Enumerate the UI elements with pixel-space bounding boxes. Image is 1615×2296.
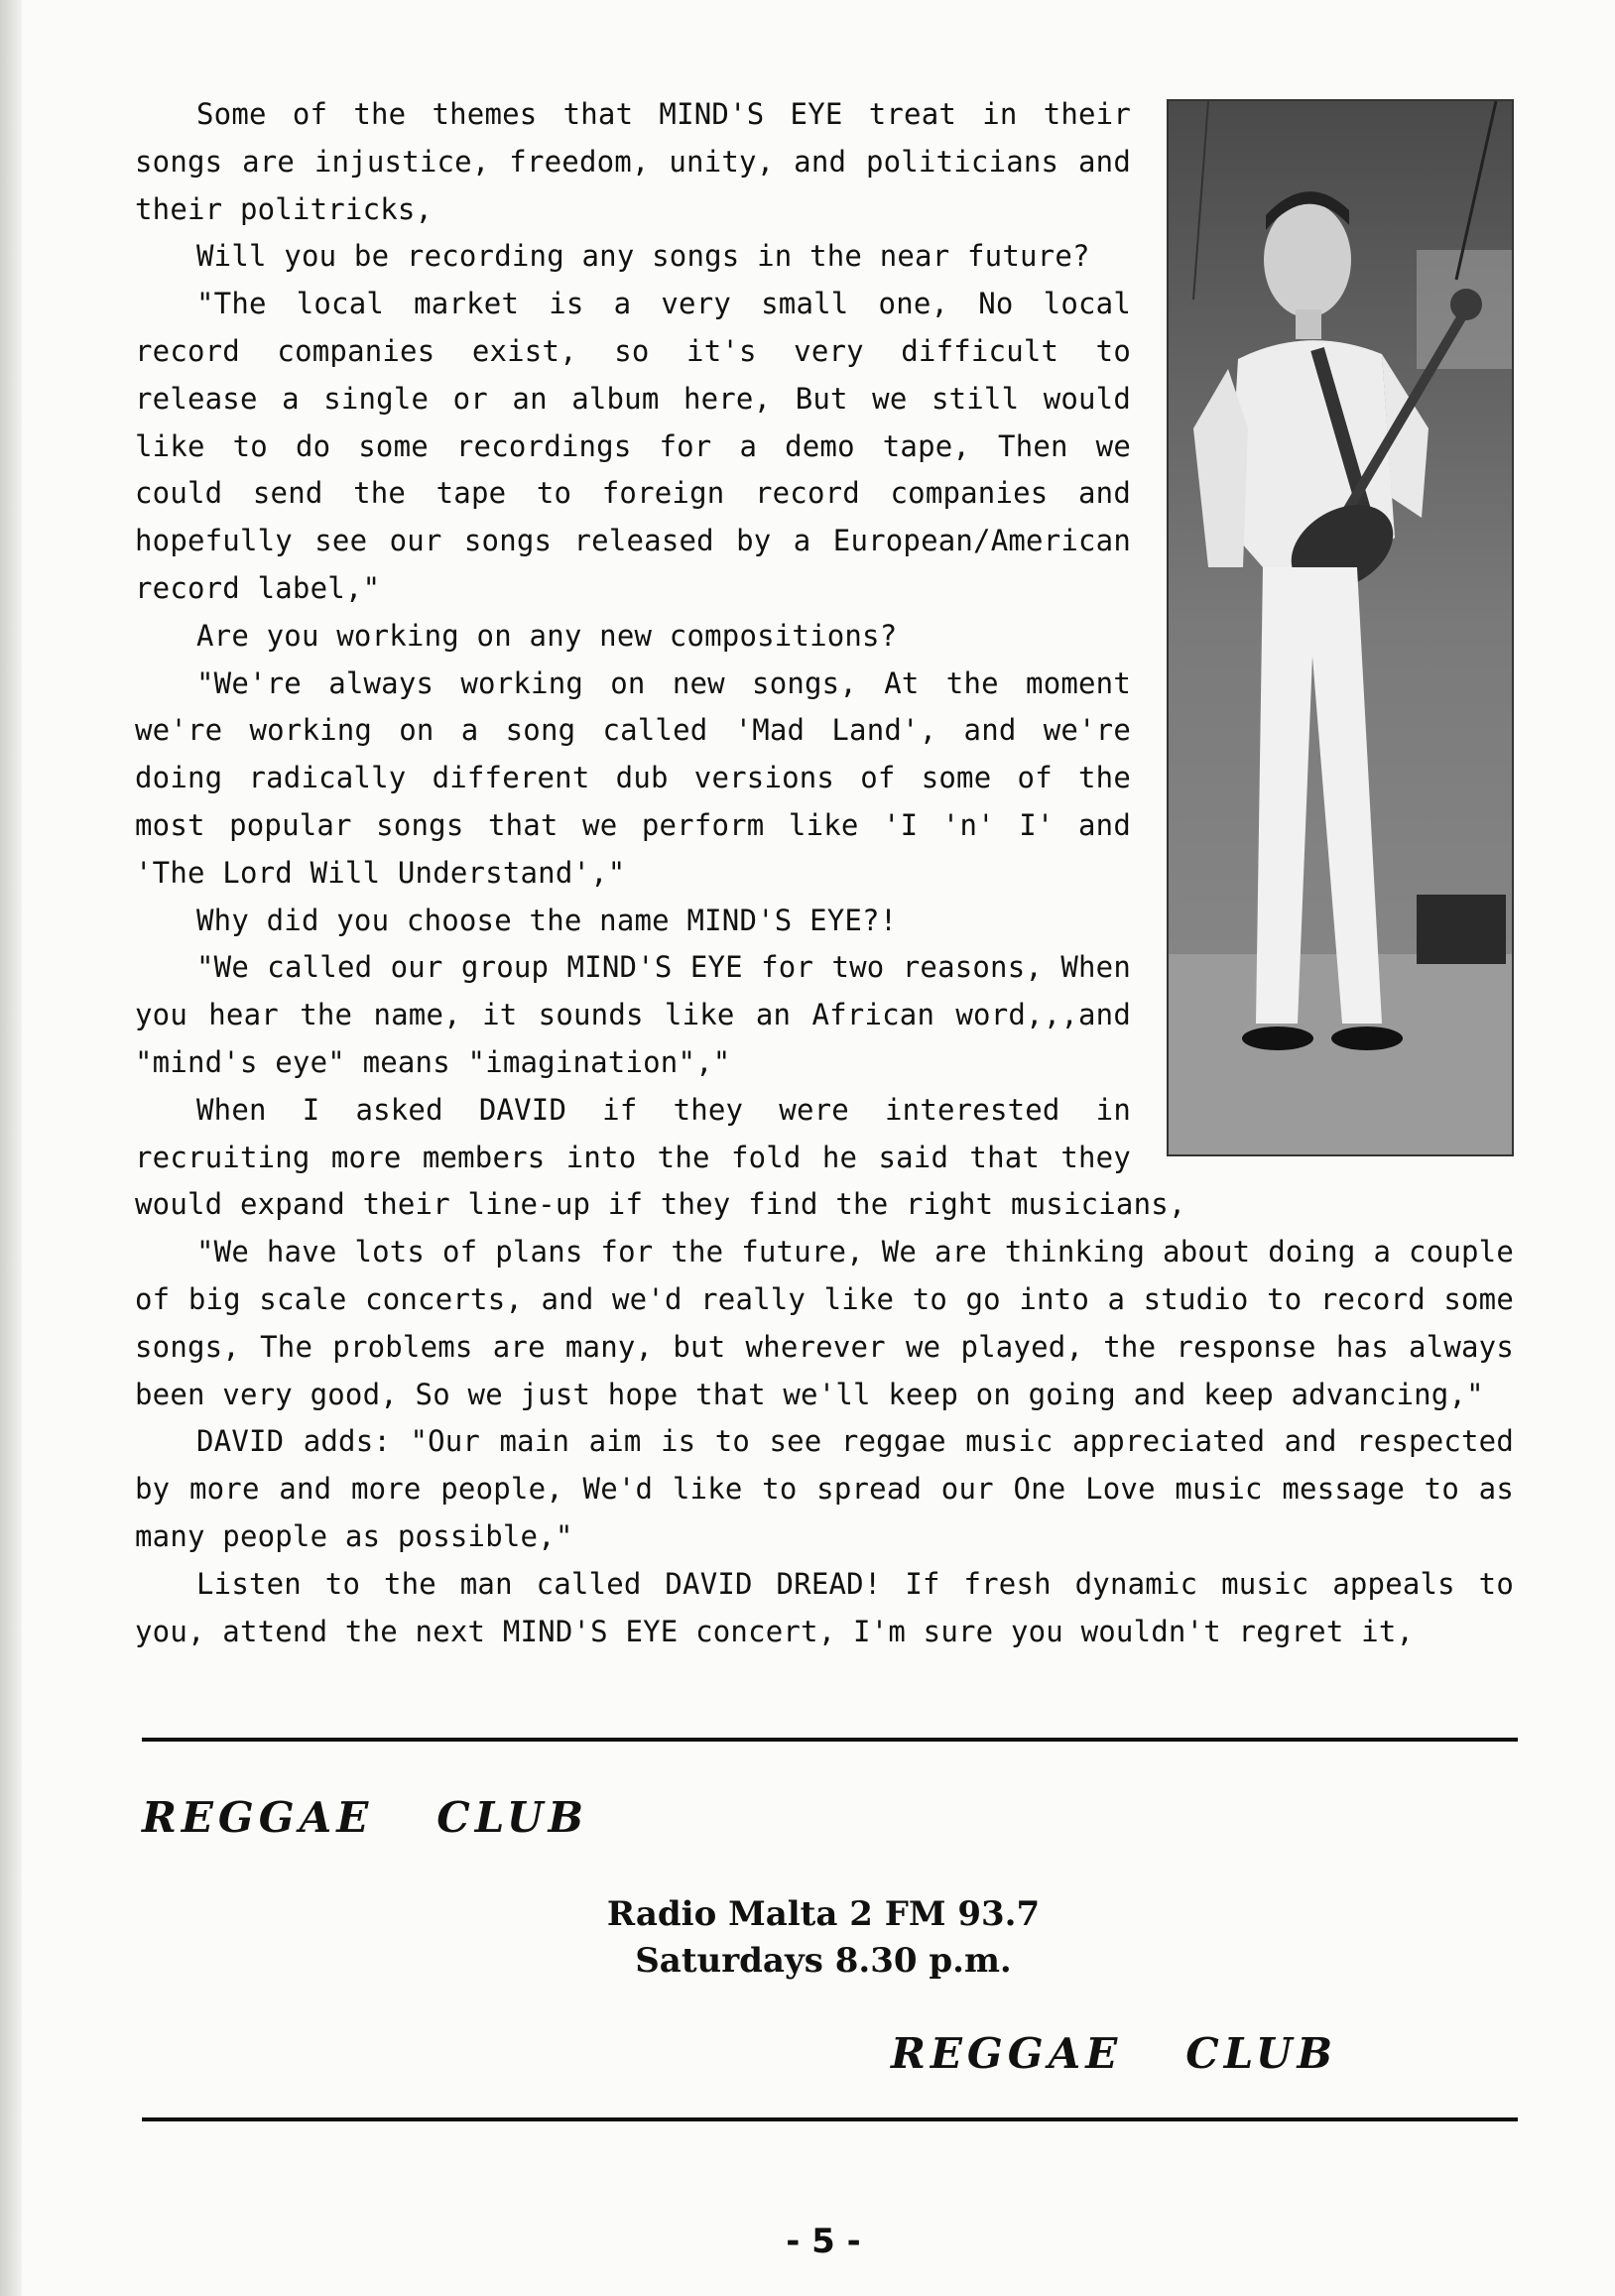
article-paragraph: DAVID adds: "Our main aim is to see reggae music appreciated and respected by more and more people, We'd like to spread our One Love music message to as many people as possible," — [135, 1424, 1514, 1553]
article-paragraph: "We have lots of plans for the future, We are thinking about doing a couple of big scale concerts, and we'd really like to go into a studio to record some songs, The problems are many, but wherever we played, the response has always been very good, So we just hope that we'll keep on going and keep advancing," — [135, 1235, 1514, 1411]
band-photo — [1167, 99, 1514, 1156]
article-paragraph: Listen to the man called DAVID DREAD! If fresh dynamic music appeals to you, attend the next MIND'S EYE concert, I'm sure you wouldn't regret it, — [135, 1566, 1514, 1648]
reggae-club-heading-repeat — [891, 2029, 1337, 2078]
club-word-reggae: REGGAE — [142, 1793, 374, 1842]
article-question: Why did you choose the name MIND'S EYE?! — [196, 903, 898, 937]
article — [135, 91, 1514, 1655]
guitarist-photo — [1169, 101, 1512, 1154]
reggae-club-heading — [142, 1793, 588, 1842]
article-paragraph: "The local market is a very small one, No local record companies exist, so it's very difficult to release a single or an album here, But we still would like to do some recordings for a demo tape, Then we could send the tape to foreign record companies and hopefully see our songs released by a European/American record label," — [135, 287, 1131, 605]
club-word-club: CLUB — [436, 1793, 589, 1842]
article-paragraph: Some of the themes that MIND'S EYE treat in their songs are injustice, freedom, unity, and politicians and their politricks, — [135, 97, 1131, 226]
article-paragraph: When I asked DAVID if they were interested in recruiting more members into the fold he said that they would expand their line-up if they find the right musicians, — [135, 1092, 1186, 1222]
article-paragraph: "We called our group MIND'S EYE for two reasons, When you hear the name, it sounds like an African word,,,and "mind's eye" means "imagination"," — [135, 950, 1131, 1079]
club-word-reggae: REGGAE — [891, 2029, 1123, 2078]
article-question: Are you working on any new compositions? — [196, 618, 898, 653]
article-paragraph: "We're always working on new songs, At the moment we're working on a song called 'Mad Land', and we're doing radically different dub versions of some of the most popular songs that we perform like 'I 'n' I' and 'The Lord Will Understand'," — [135, 665, 1131, 890]
page-gutter-shadow — [0, 0, 22, 2296]
article-question: Will you be recording any songs in the near future? — [196, 239, 1090, 274]
page-number: - 5 - — [786, 2222, 861, 2261]
divider-bottom — [142, 2117, 1518, 2121]
radio-station-line: Radio Malta 2 FM 93.7 — [606, 1894, 1041, 1934]
divider-top — [142, 1738, 1518, 1742]
broadcast-time-line: Saturdays 8.30 p.m. — [635, 1941, 1012, 1981]
club-word-club: CLUB — [1185, 2029, 1338, 2078]
